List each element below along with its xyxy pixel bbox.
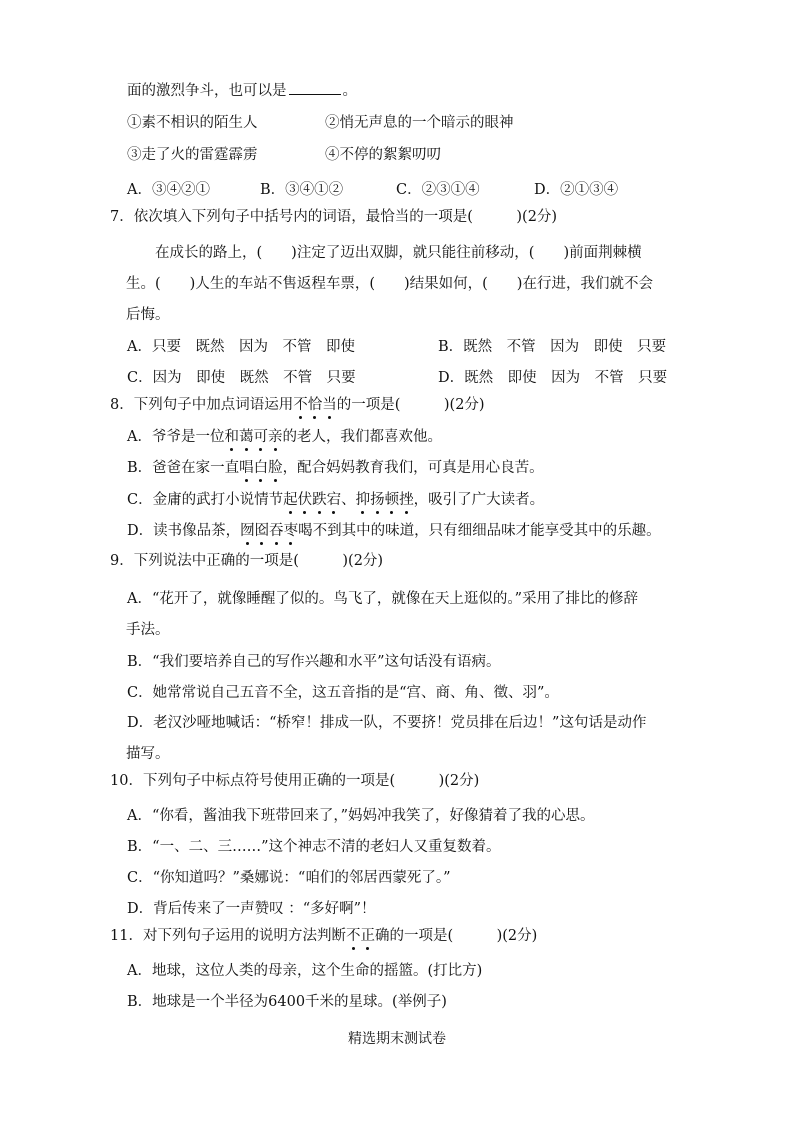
choice-text: 、 [341, 492, 356, 508]
q6-choice-c[interactable]: C．②③①④ [396, 182, 480, 198]
q6-stem-text: 面的激烈争斗，也可以是 [127, 83, 287, 99]
q6-item-3: ③走了火的雷霆霹雳 [127, 147, 258, 163]
emphasis-char: 和 [224, 429, 239, 445]
q6-item-1: ①素不相识的陌生人 [127, 115, 258, 131]
choice-text: 的老人，我们都喜欢他。 [282, 429, 442, 445]
q11-stem-text-end: 确的一项是( )(2分) [374, 928, 538, 944]
q7-passage-line-2: 生。( )人生的车站不售返程车票，( )结果如何，( )在行进，我们就不会 [126, 276, 653, 292]
q7-passage-line-1: 在成长的路上，( )注定了迈出双脚，就只能往前移动，( )前面荆棘横 [155, 245, 642, 261]
emphasis-char: 当 [322, 397, 337, 413]
emphasis-char: 蔼 [238, 429, 254, 445]
q7-choice-a[interactable]: A．只要 既然 因为 不管 即使 [127, 339, 355, 355]
q8-stem [110, 395, 485, 415]
q10-choice-a[interactable]: A．“你看，酱油我下班带回来了，”妈妈冲我笑了，好像猜着了我的心思。 [127, 808, 595, 824]
q8-stem-text-end: 的一项是( )(2分) [336, 397, 485, 413]
emphasis-char: 不 [293, 397, 308, 413]
q9-choice-a-line-1[interactable]: A．“花开了，就像睡醒了似的。鸟飞了，就像在天上逛似的。”采用了排比的修辞 [127, 591, 639, 607]
choice-text: D．读书像品茶， [127, 523, 241, 539]
q8-choice-b[interactable] [127, 458, 544, 478]
q6-answer-blank[interactable] [289, 80, 341, 95]
emphasis-char: 囵 [254, 523, 270, 539]
emphasis-char: 脸 [268, 460, 283, 476]
emphasis-char: 唱 [239, 460, 254, 476]
emphasis-char: 正 [360, 928, 375, 944]
emphasis-char: 抑 [355, 492, 371, 508]
choice-text: ，吸引了广大读者。 [413, 492, 545, 508]
q9-choice-a-line-2: 手法。 [126, 622, 170, 638]
emphasis-char: 囫 [240, 523, 255, 539]
choice-text: B．爸爸在家一直 [127, 460, 240, 476]
q7-choice-b[interactable]: B．既然 不管 因为 即使 只要 [438, 339, 667, 355]
q6-choice-b[interactable]: B．③④①② [260, 182, 344, 198]
q10-stem: 10．下列句子中标点符号使用正确的一项是( )(2分) [110, 773, 480, 789]
q11-stem [110, 926, 537, 946]
emphasis-char: 可 [253, 429, 268, 445]
choice-text: C．金庸的武打小说情节 [127, 492, 284, 508]
emphasis-char: 宕 [326, 492, 342, 508]
emphasis-char: 起 [283, 492, 298, 508]
emphasis-char: 不 [345, 928, 361, 944]
q7-choice-d[interactable]: D．既然 即使 因为 不管 只要 [438, 370, 668, 386]
emphasis-char: 枣 [283, 523, 299, 539]
q8-choice-a[interactable] [127, 427, 442, 447]
q7-passage-line-3: 后悔。 [126, 307, 170, 323]
q9-choice-d-line-2: 描写。 [126, 746, 170, 762]
q11-choice-b[interactable]: B．地球是一个半径为6400千米的星球。(举例子) [127, 994, 447, 1010]
q9-choice-b[interactable]: B．“我们要培养自己的写作兴趣和水平”这句话没有语病。 [127, 654, 501, 670]
choice-text: 喝不到其中的味道，只有细细品味才能享受其中的乐趣。 [298, 523, 661, 539]
emphasis-char: 恰 [307, 397, 323, 413]
page-footer: 精选期末测试卷 [348, 1031, 446, 1047]
q10-choice-d[interactable]: D．背后传来了一声赞叹 ：“多好啊”！ [127, 901, 376, 917]
emphasis-char: 伏 [297, 492, 313, 508]
q11-stem-text: 11．对下列句子运用的说明方法判断 [110, 928, 346, 944]
q7-choice-c[interactable]: C．因为 即使 既然 不管 只要 [127, 370, 356, 386]
emphasis-char: 亲 [267, 429, 283, 445]
q11-choice-a[interactable]: A．地球，这位人类的母亲，这个生命的摇篮。(打比方) [127, 963, 483, 979]
q8-stem-text: 8．下列句子中加点词语运用 [110, 397, 294, 413]
q9-choice-c[interactable]: C．她常常说自己五音不全，这五音指的是“宫、商、角、徵、羽”。 [127, 685, 559, 701]
q7-stem: 7．依次填入下列句子中括号内的词语，最恰当的一项是( )(2分) [110, 209, 558, 225]
emphasis-char: 扬 [370, 492, 385, 508]
q6-choice-a[interactable]: A．③④②① [127, 182, 210, 198]
q6-choice-d[interactable]: D．②①③④ [534, 182, 619, 198]
emphasis-char: 挫 [399, 492, 414, 508]
emphasis-char: 白 [253, 460, 269, 476]
q8-choice-d[interactable] [127, 521, 661, 541]
q9-choice-d-line-1[interactable]: D．老汉沙哑地喊话：“桥窄！排成一队，不要挤！党员排在后边！”这句话是动作 [127, 715, 647, 731]
q8-choice-c[interactable] [127, 490, 544, 510]
q6-stem-tail [127, 80, 357, 101]
q9-stem: 9．下列说法中正确的一项是( )(2分) [110, 553, 384, 569]
q6-stem-end: 。 [342, 83, 357, 99]
q10-choice-c[interactable]: C．“你知道吗？”桑娜说：“咱们的邻居西蒙死了。” [127, 870, 451, 886]
emphasis-char: 跌 [312, 492, 327, 508]
q6-item-2: ②悄无声息的一个暗示的眼神 [325, 115, 514, 131]
choice-text: A．爷爷是一位 [127, 429, 225, 445]
emphasis-char: 顿 [384, 492, 400, 508]
q10-choice-b[interactable]: B．“一、二、三……”这个神志不清的老妇人又重复数着。 [127, 839, 501, 855]
choice-text: ，配合妈妈教育我们，可真是用心良苦。 [282, 460, 544, 476]
emphasis-char: 吞 [269, 523, 284, 539]
q6-item-4: ④不停的絮絮叨叨 [325, 147, 441, 163]
